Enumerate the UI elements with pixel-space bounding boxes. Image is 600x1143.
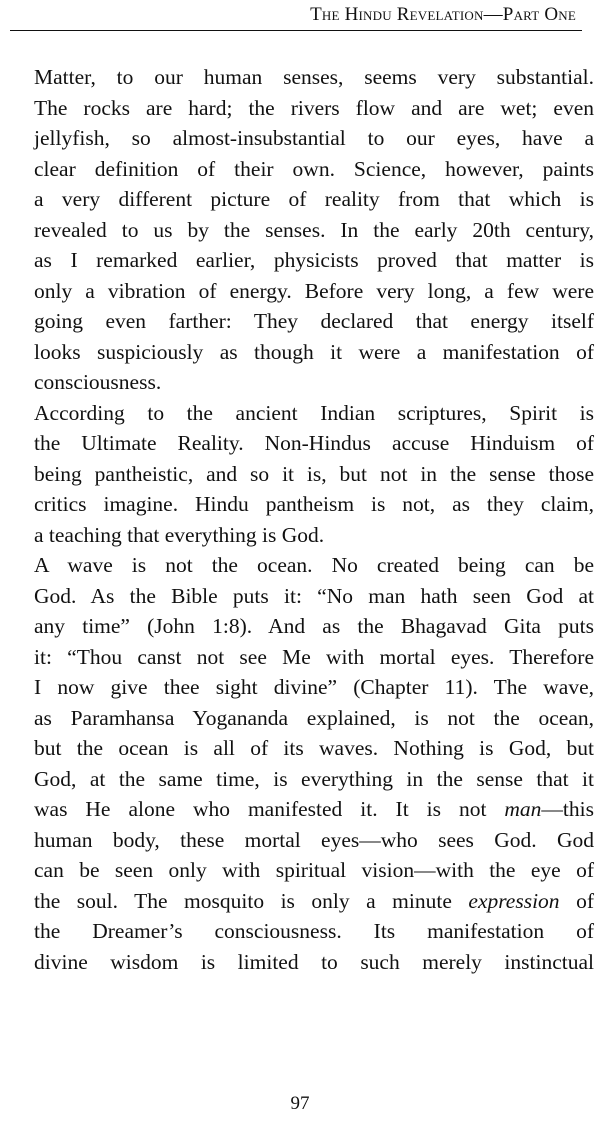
text-line: A wave is not the ocean. No created being can be — [34, 553, 594, 577]
text-line: critics imagine. Hindu pantheism is not, as they claim, — [34, 492, 594, 516]
text-line: being pantheistic, and so it is, but not in the sense those — [34, 461, 594, 486]
text-line: can be seen only with spiritual vision—with the eye of — [34, 858, 594, 882]
text-line: going even farther: They declared that energy itself — [34, 309, 594, 333]
header-rule — [10, 30, 582, 31]
paragraph — [34, 550, 594, 977]
text-line: but the ocean is all of its waves. Nothing is God, but — [34, 736, 594, 760]
text-line: looks suspiciously as though it were a manifestation of — [34, 339, 594, 364]
body-text — [34, 62, 594, 977]
text-line: consciousness. — [34, 370, 162, 394]
text-line: According to the ancient Indian scriptures, Spirit is — [34, 400, 594, 425]
text-line: it: “Thou canst not see Me with mortal eyes. Therefore — [34, 644, 594, 669]
text-line: was He alone who manifested it. It is not man—this — [34, 797, 594, 821]
text-line: human body, these mortal eyes—who sees God. God — [34, 827, 594, 852]
paragraph — [34, 398, 594, 551]
text-line: as Paramhansa Yogananda explained, is not the ocean, — [34, 705, 594, 730]
text-line: the soul. The mosquito is only a minute expression of — [34, 888, 594, 913]
text-line: any time” (John 1:8). And as the Bhagavad Gita puts — [34, 614, 594, 638]
text-line: a teaching that everything is God. — [34, 522, 325, 547]
text-line: only a vibration of energy. Before very long, a few were — [34, 278, 594, 303]
text-line: divine wisdom is limited to such merely instinctual — [34, 949, 594, 974]
text-line: clear definition of their own. Science, however, paints — [34, 156, 594, 181]
text-line: a very different picture of reality from that which is — [34, 187, 594, 211]
text-line: The rocks are hard; the rivers flow and are wet; even — [34, 95, 594, 120]
text-line: Matter, to our human senses, seems very substantial. — [34, 65, 594, 89]
text-line: I now give thee sight divine” (Chapter 11). The wave, — [34, 675, 594, 699]
text-line: God, at the same time, is everything in the sense that it — [34, 766, 594, 791]
text-line: revealed to us by the senses. In the early 20th century, — [34, 217, 594, 242]
text-line: the Dreamer’s consciousness. Its manifestation of — [34, 919, 594, 943]
text-line: God. As the Bible puts it: “No man hath seen God at — [34, 583, 594, 608]
text-line: jellyfish, so almost-insubstantial to our eyes, have a — [34, 126, 594, 150]
text-line: as I remarked earlier, physicists proved that matter is — [34, 248, 594, 272]
text-line: the Ultimate Reality. Non-Hindus accuse Hinduism of — [34, 431, 594, 455]
paragraph — [34, 62, 594, 398]
page-number: 97 — [290, 1093, 310, 1114]
running-head: The Hindu Revelation—Part One — [310, 4, 576, 25]
